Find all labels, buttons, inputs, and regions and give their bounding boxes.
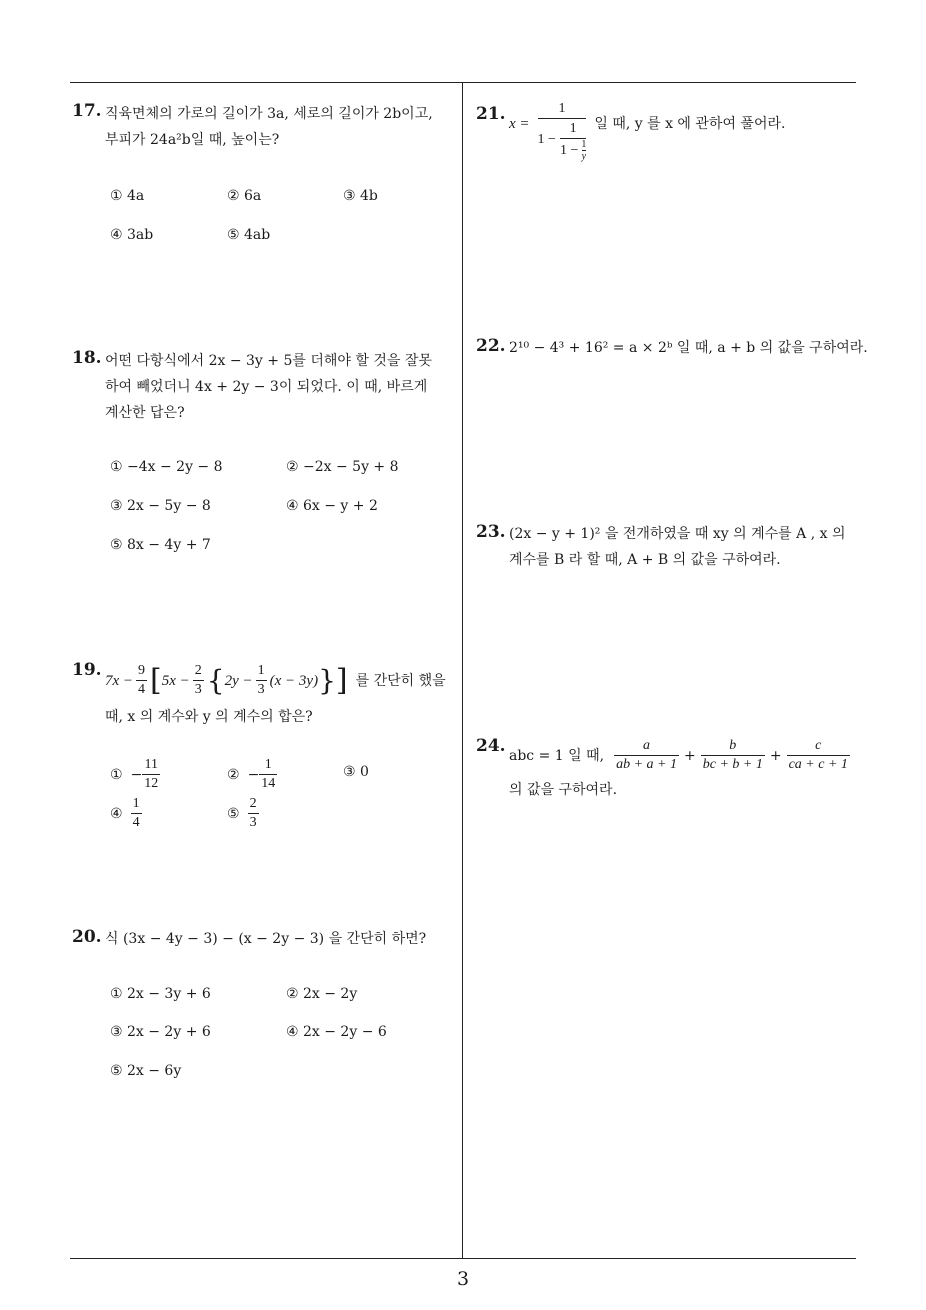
top-rule (70, 82, 856, 83)
question-text-line2: 의 값을 구하여라. (509, 782, 618, 798)
question-number: 20. (72, 927, 102, 947)
question-text-line2: 부피가 24a²b일 때, 높이는? (105, 132, 280, 148)
fraction-9-4: $\frac{9}{4}$ (138, 663, 146, 697)
option-2[interactable]: ② 2x − 2y (286, 986, 358, 1002)
fraction-1-3: $\frac{1}{3}$ (257, 663, 265, 697)
question-text-line2: 때, x 의 계수와 y 의 계수의 합은? (105, 709, 313, 725)
option-2[interactable]: ② −2x − 5y + 8 (286, 459, 399, 475)
expr-part-a: 7x − (105, 672, 134, 689)
option-5[interactable]: ⑤ $\frac{2}{3}$ (227, 796, 257, 830)
option-2[interactable]: ② − $\frac{1}{14}$ (227, 757, 276, 791)
option-5[interactable]: ⑤ 8x − 4y + 7 (110, 537, 211, 553)
question-text-line1: (2x − y + 1)² 을 전개하였을 때 xy 의 계수를 A , x 의 (509, 526, 846, 542)
option-5[interactable]: ⑤ 2x − 6y (110, 1063, 182, 1079)
option-2[interactable]: ② 6a (227, 188, 262, 204)
expr-part-c: 2y − (224, 672, 253, 689)
option-4[interactable]: ④ 6x − y + 2 (286, 498, 378, 514)
expr-lead: abc = 1 일 때, (509, 747, 605, 764)
option-3[interactable]: ③ 2x − 5y − 8 (110, 498, 211, 514)
lhs: x = (509, 116, 530, 132)
question-number: 17. (72, 101, 102, 121)
question-number: 22. (476, 336, 506, 356)
bottom-rule (70, 1258, 856, 1259)
fraction-b: $\frac{b}{bc + b + 1}$ (702, 738, 763, 772)
fraction-2-3: $\frac{2}{3}$ (194, 663, 202, 697)
question-number: 21. (476, 104, 506, 124)
option-4[interactable]: ④ 3ab (110, 227, 154, 243)
option-1[interactable]: ① 4a (110, 188, 145, 204)
left-bracket: [ (150, 662, 162, 698)
question-text-line3: 계산한 답은? (105, 405, 185, 421)
question-text-line1: 어떤 다항식에서 2x − 3y + 5를 더해야 할 것을 잘못 (105, 353, 432, 369)
question-number: 19. (72, 660, 102, 680)
question-text-line1: 2¹⁰ − 4³ + 16² = a × 2ᵇ 일 때, a + b 의 값을 구하여라. (509, 340, 868, 356)
question-text-line1: 직육면체의 가로의 길이가 3a, 세로의 길이가 2b이고, (105, 106, 433, 122)
question-text-line2: 계수를 B 라 할 때, A + B 의 값을 구하여라. (509, 552, 781, 568)
expr-part-d: (x − 3y) (269, 672, 319, 689)
option-5[interactable]: ⑤ 4ab (227, 227, 271, 243)
page-number: 3 (456, 1268, 470, 1290)
expr-tail: 를 간단히 했을 (355, 672, 446, 689)
question-text-line2: 하여 빼었더니 4x + 2y − 3이 되었다. 이 때, 바르게 (105, 379, 428, 395)
question-text-line1: 식 (3x − 4y − 3) − (x − 2y − 3) 을 간단히 하면? (105, 931, 427, 947)
left-brace: { (206, 663, 225, 697)
expr-tail: 일 때, y 를 x 에 관하여 풀어라. (594, 116, 786, 132)
right-bracket: ] (335, 662, 348, 698)
question-expression (105, 662, 446, 699)
right-brace: } (318, 663, 336, 697)
fraction-c: $\frac{c}{ca + c + 1}$ (788, 738, 848, 772)
option-4[interactable]: ④ 2x − 2y − 6 (286, 1024, 387, 1040)
continued-fraction: 1 1 − 1 1 − $\frac{1}{y}$ (537, 101, 587, 162)
option-1[interactable]: ① 2x − 3y + 6 (110, 986, 211, 1002)
option-3[interactable]: ③ 4b (343, 188, 378, 204)
question-number: 23. (476, 522, 506, 542)
fraction-a: $\frac{a}{ab + a + 1}$ (616, 738, 677, 772)
question-number: 18. (72, 348, 102, 368)
question-number: 24. (476, 736, 506, 756)
column-divider (462, 82, 463, 1259)
option-3[interactable]: ③ 2x − 2y + 6 (110, 1024, 211, 1040)
question-expression (509, 100, 785, 162)
option-3[interactable]: ③ 0 (343, 764, 369, 780)
option-1[interactable]: ① − $\frac{11}{12}$ (110, 757, 159, 791)
option-1[interactable]: ① −4x − 2y − 8 (110, 459, 223, 475)
question-expression: abc = 1 일 때, $\frac{a}{ab + a + 1}$ + $\frac{b}{bc + b + 1}$ + $\frac{c}{ca + c + 1}$ (509, 738, 848, 772)
option-4[interactable]: ④ $\frac{1}{4}$ (110, 796, 140, 830)
expr-part-b: 5x − (161, 672, 190, 689)
